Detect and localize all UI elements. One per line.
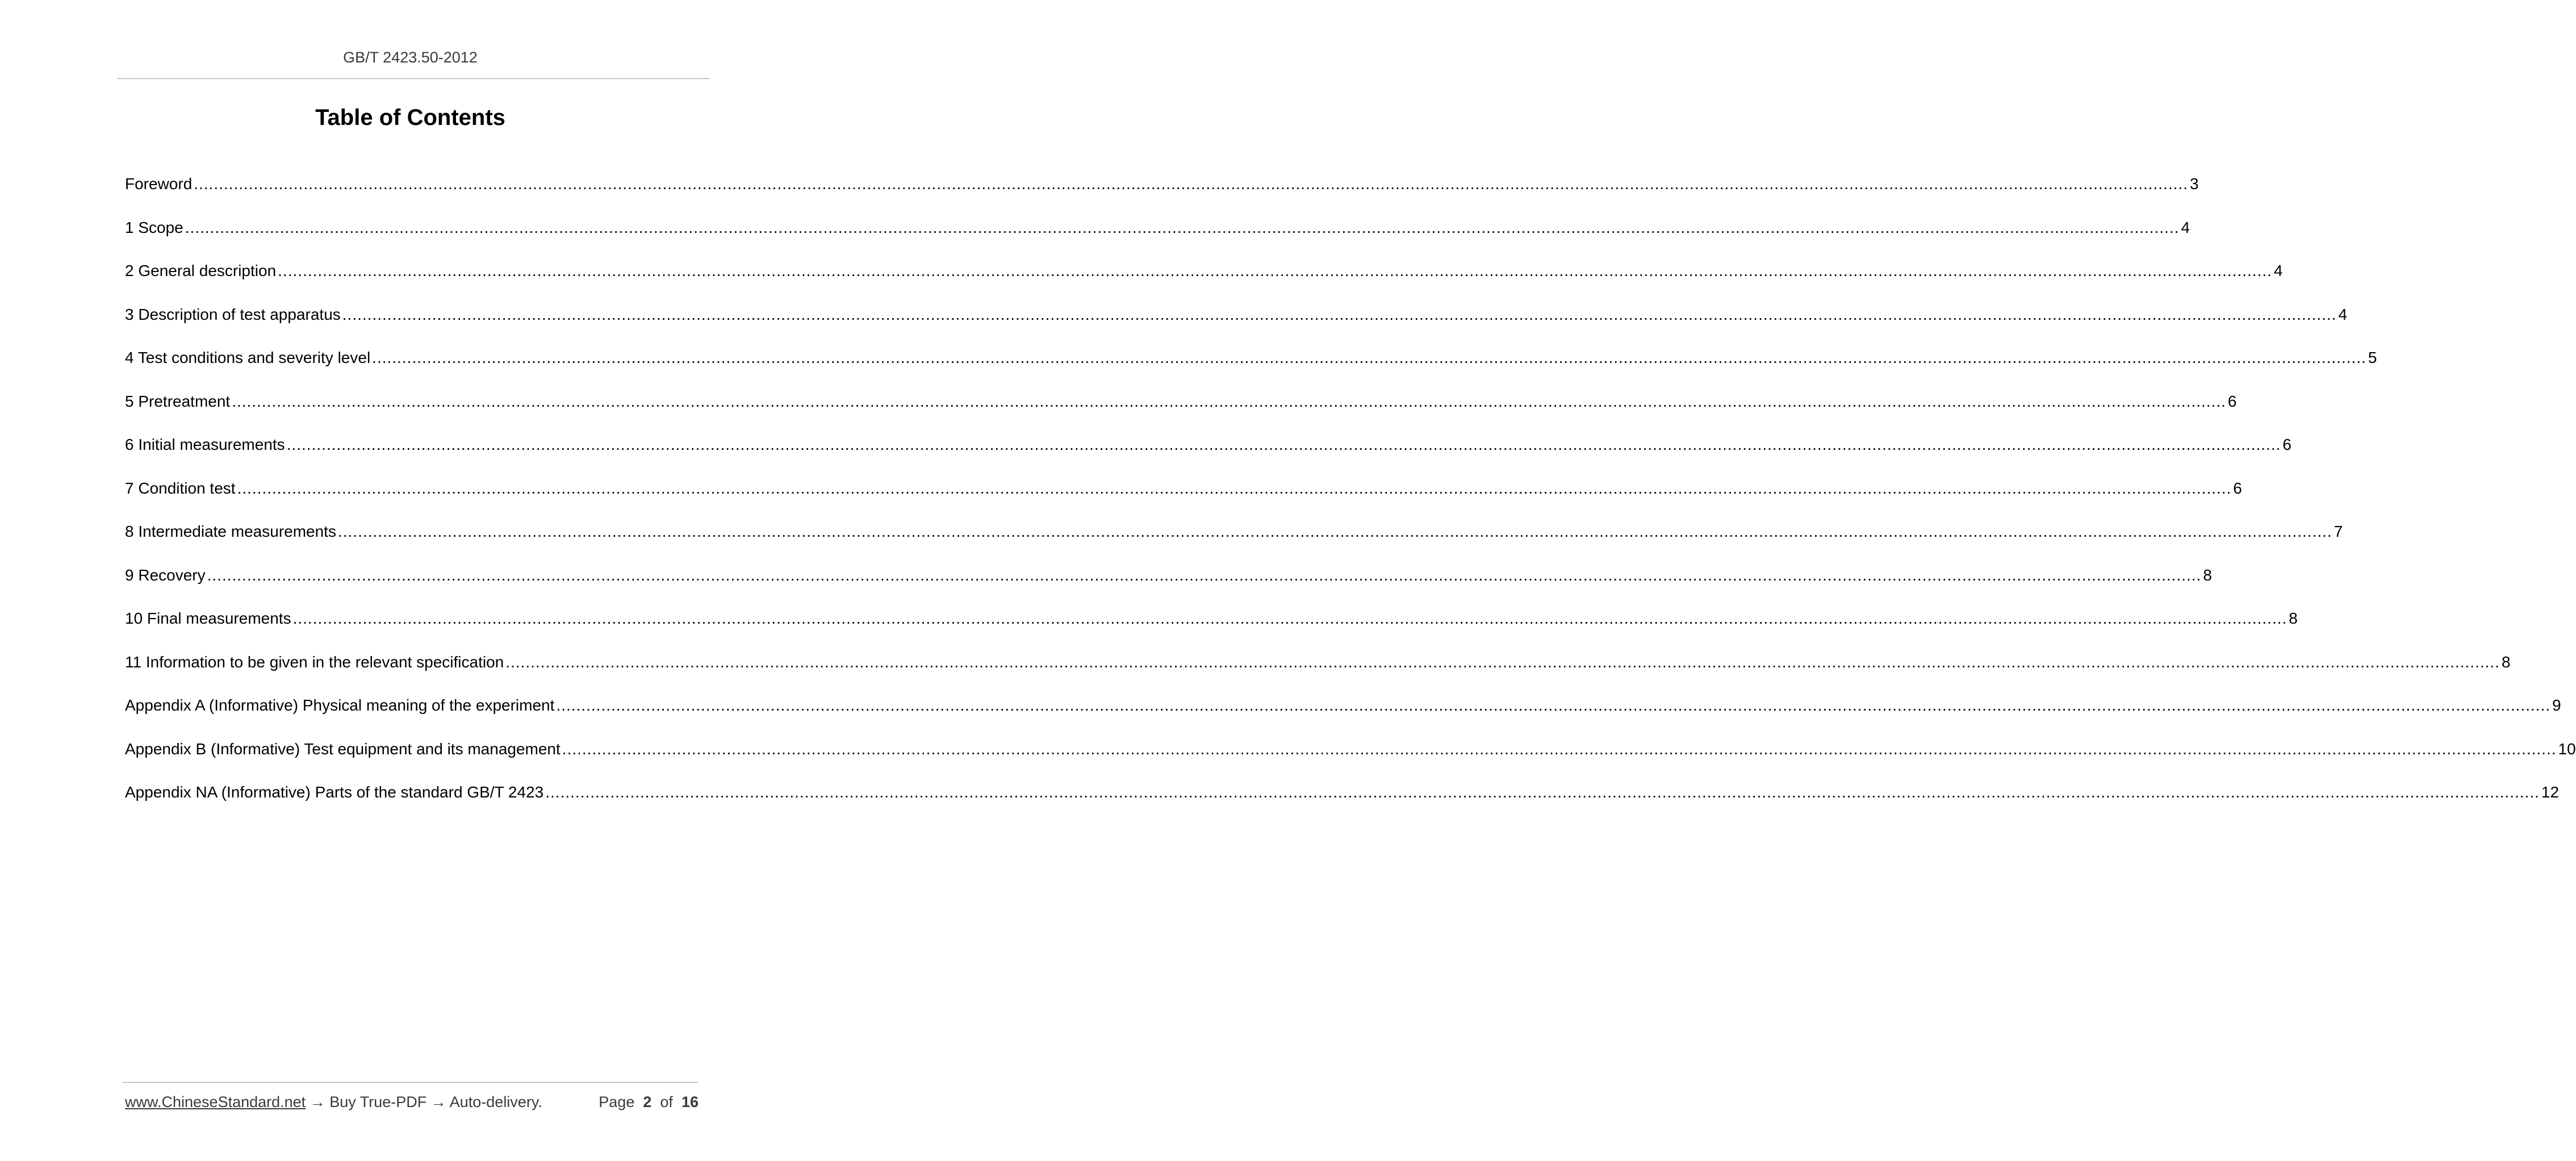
toc-dot-leader: ................................................................................................................................................................................................................................................................................................................................................................................................................ — [372, 349, 2366, 366]
toc-entry-label: Foreword — [125, 175, 193, 193]
toc-entry[interactable] — [125, 478, 2242, 521]
toc-entry[interactable] — [125, 738, 2576, 782]
toc-entry[interactable] — [125, 565, 2212, 608]
toc-entry-label: 6 Initial measurements — [125, 436, 285, 453]
toc-entry-label: 5 Pretreatment — [125, 392, 231, 410]
toc-entry-page-number: 8 — [2203, 566, 2212, 584]
toc-entry[interactable] — [125, 521, 2343, 565]
toc-entry-label: 3 Description of test apparatus — [125, 305, 341, 323]
toc-entry[interactable] — [125, 347, 2377, 391]
toc-entry-page-number: 6 — [2233, 479, 2242, 497]
toc-dot-leader: ................................................................................................................................................................................................................................................................................................................................................................................................................ — [292, 609, 2288, 627]
page-current: 2 — [643, 1093, 652, 1110]
toc-dot-leader: ................................................................................................................................................................................................................................................................................................................................................................................................................ — [505, 653, 2500, 671]
running-header: GB/T 2423.50-2012 — [343, 49, 478, 66]
toc-dot-leader: ................................................................................................................................................................................................................................................................................................................................................................................................................ — [562, 740, 2557, 758]
page-label: Page — [599, 1093, 635, 1110]
toc-dot-leader: ................................................................................................................................................................................................................................................................................................................................................................................................................ — [194, 175, 2188, 193]
footer-promo-text: → Buy True-PDF → Auto-delivery. — [306, 1093, 542, 1110]
page-title: Table of Contents — [315, 105, 505, 130]
toc-entry-page-number: 9 — [2552, 696, 2561, 714]
toc-entry-page-number: 4 — [2181, 218, 2190, 236]
toc-dot-leader: ................................................................................................................................................................................................................................................................................................................................................................................................................ — [232, 392, 2226, 410]
website-link[interactable]: www.ChineseStandard.net — [125, 1093, 306, 1110]
toc-entry[interactable] — [125, 217, 2190, 261]
toc-dot-leader: ................................................................................................................................................................................................................................................................................................................................................................................................................ — [185, 218, 2180, 236]
footer-divider — [123, 1082, 699, 1083]
footer-promo — [125, 1093, 542, 1111]
page-total: 16 — [681, 1093, 699, 1110]
toc-entry[interactable] — [125, 391, 2237, 435]
toc-entry-label: Appendix A (Informative) Physical meaning of the experiment — [125, 696, 555, 714]
toc-entry-page-number: 4 — [2273, 262, 2283, 279]
toc-dot-leader: ................................................................................................................................................................................................................................................................................................................................................................................................................ — [556, 696, 2551, 714]
toc-entry[interactable] — [125, 782, 2560, 825]
page-indicator — [599, 1093, 699, 1111]
toc-entry-label: Appendix B (Informative) Test equipment and its management — [125, 740, 561, 758]
toc-entry[interactable] — [125, 608, 2298, 652]
toc-entry-page-number: 8 — [2289, 609, 2298, 627]
toc-entry-label: 10 Final measurements — [125, 609, 291, 627]
toc-entry[interactable] — [125, 304, 2348, 348]
toc-entry[interactable] — [125, 652, 2511, 695]
toc-dot-leader: ................................................................................................................................................................................................................................................................................................................................................................................................................ — [207, 566, 2202, 584]
toc-entry-label: 9 Recovery — [125, 566, 206, 584]
toc-entry-label: 11 Information to be given in the relevant specification — [125, 653, 504, 671]
toc-entry-label: 2 General description — [125, 262, 277, 279]
toc-entry-page-number: 7 — [2334, 523, 2343, 540]
toc-dot-leader: ................................................................................................................................................................................................................................................................................................................................................................................................................ — [286, 436, 2281, 453]
toc-entry[interactable] — [125, 434, 2291, 478]
toc-entry-page-number: 6 — [2282, 436, 2291, 453]
page-of: of — [660, 1093, 673, 1110]
table-of-contents — [125, 173, 2576, 825]
toc-dot-leader: ................................................................................................................................................................................................................................................................................................................................................................................................................ — [545, 783, 2540, 801]
toc-entry-label: 4 Test conditions and severity level — [125, 349, 371, 366]
toc-dot-leader: ................................................................................................................................................................................................................................................................................................................................................................................................................ — [237, 479, 2232, 497]
toc-entry-page-number: 8 — [2501, 653, 2511, 671]
toc-dot-leader: ................................................................................................................................................................................................................................................................................................................................................................................................................ — [342, 305, 2337, 323]
toc-dot-leader: ................................................................................................................................................................................................................................................................................................................................................................................................................ — [278, 262, 2272, 279]
toc-entry-page-number: 3 — [2189, 175, 2199, 193]
header-divider — [117, 78, 710, 79]
toc-entry[interactable] — [125, 695, 2561, 738]
toc-entry-label: Appendix NA (Informative) Parts of the standard GB/T 2423 — [125, 783, 544, 801]
toc-entry-page-number: 12 — [2541, 783, 2560, 801]
toc-dot-leader: ................................................................................................................................................................................................................................................................................................................................................................................................................ — [337, 523, 2332, 540]
toc-entry-label: 8 Intermediate measurements — [125, 523, 336, 540]
toc-entry-label: 1 Scope — [125, 218, 183, 236]
toc-entry-page-number: 5 — [2368, 349, 2377, 366]
toc-entry[interactable] — [125, 260, 2283, 304]
toc-entry-page-number: 4 — [2338, 305, 2348, 323]
toc-entry[interactable] — [125, 173, 2199, 217]
toc-entry-page-number: 10 — [2558, 740, 2576, 758]
toc-entry-page-number: 6 — [2227, 392, 2237, 410]
toc-entry-label: 7 Condition test — [125, 479, 236, 497]
